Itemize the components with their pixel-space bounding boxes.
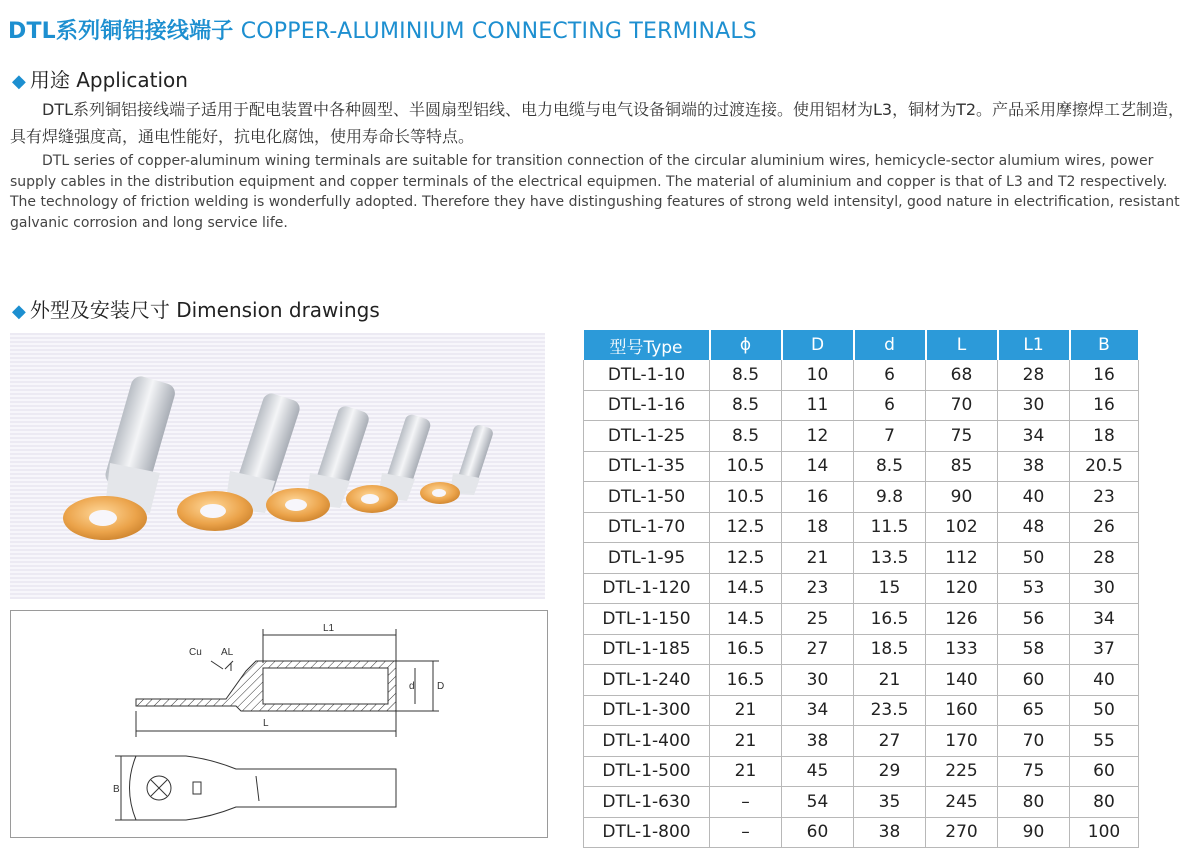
value-cell: 21: [710, 756, 782, 787]
value-cell: 30: [998, 390, 1070, 421]
value-cell: 11.5: [854, 512, 926, 543]
dimension-d: [396, 661, 439, 711]
value-cell: 27: [782, 634, 854, 665]
table-row: [584, 756, 1139, 787]
application-heading-zh: 用途: [29, 68, 70, 92]
value-cell: 18: [1070, 421, 1139, 452]
table-row: [584, 512, 1139, 543]
table-row: [584, 817, 1139, 848]
value-cell: 21: [710, 695, 782, 726]
value-cell: 28: [1070, 543, 1139, 574]
type-cell: DTL-1-70: [584, 512, 710, 543]
table-header-row: [584, 330, 1139, 360]
value-cell: 140: [926, 665, 998, 696]
value-cell: 20.5: [1070, 451, 1139, 482]
type-cell: DTL-1-25: [584, 421, 710, 452]
value-cell: 18.5: [854, 634, 926, 665]
table-row: [584, 665, 1139, 696]
label-d-big: D: [437, 681, 445, 692]
value-cell: 38: [782, 726, 854, 757]
value-cell: 38: [998, 451, 1070, 482]
value-cell: 30: [782, 665, 854, 696]
value-cell: 225: [926, 756, 998, 787]
type-cell: DTL-1-500: [584, 756, 710, 787]
value-cell: 12.5: [710, 512, 782, 543]
type-cell: DTL-1-10: [584, 360, 710, 390]
value-cell: 21: [782, 543, 854, 574]
table-row: [584, 787, 1139, 818]
application-heading: [12, 64, 188, 93]
title-en: COPPER-ALUMINIUM CONNECTING TERMINALS: [240, 19, 757, 44]
value-cell: 16: [1070, 390, 1139, 421]
table-row: [584, 726, 1139, 757]
dimension-drawing-svg: [11, 611, 547, 837]
value-cell: 16: [1070, 360, 1139, 390]
value-cell: 75: [926, 421, 998, 452]
type-cell: DTL-1-150: [584, 604, 710, 635]
value-cell: 16: [782, 482, 854, 513]
value-cell: 9.8: [854, 482, 926, 513]
value-cell: –: [710, 787, 782, 818]
table-row: [584, 451, 1139, 482]
column-header: L: [926, 330, 998, 360]
value-cell: 60: [1070, 756, 1139, 787]
value-cell: 8.5: [710, 390, 782, 421]
value-cell: 35: [854, 787, 926, 818]
value-cell: 7: [854, 421, 926, 452]
type-cell: DTL-1-35: [584, 451, 710, 482]
type-cell: DTL-1-630: [584, 787, 710, 818]
type-cell: DTL-1-400: [584, 726, 710, 757]
value-cell: 12.5: [710, 543, 782, 574]
diamond-bullet-icon: ◆: [12, 71, 26, 92]
value-cell: 40: [998, 482, 1070, 513]
dimension-drawing: [10, 610, 548, 838]
label-l: L: [263, 718, 269, 729]
table-row: [584, 390, 1139, 421]
value-cell: 27: [854, 726, 926, 757]
value-cell: 10.5: [710, 451, 782, 482]
value-cell: 16.5: [854, 604, 926, 635]
value-cell: 30: [1070, 573, 1139, 604]
value-cell: 10.5: [710, 482, 782, 513]
page-title: [8, 14, 757, 45]
type-cell: DTL-1-95: [584, 543, 710, 574]
value-cell: 25: [782, 604, 854, 635]
application-text-zh: DTL系列铜铝接线端子适用于配电装置中各种圆型、半圆扇型铝线、电力电缆与电气设备铜端的过渡连接。使用铝材为L3，铜材为T2。产品采用摩擦焊工艺制造，具有焊缝强度高，通电性能好，抗电化腐蚀，使用寿命长等特点。: [10, 100, 1185, 146]
type-cell: DTL-1-240: [584, 665, 710, 696]
label-d-small: d: [409, 681, 415, 692]
value-cell: 68: [926, 360, 998, 390]
terminal-5: [420, 423, 494, 504]
table-row: [584, 573, 1139, 604]
value-cell: 6: [854, 390, 926, 421]
value-cell: 80: [1070, 787, 1139, 818]
value-cell: 15: [854, 573, 926, 604]
value-cell: 56: [998, 604, 1070, 635]
value-cell: 8.5: [710, 421, 782, 452]
value-cell: 28: [998, 360, 1070, 390]
value-cell: 34: [782, 695, 854, 726]
value-cell: 54: [782, 787, 854, 818]
label-l1: L1: [323, 623, 335, 634]
value-cell: 34: [1070, 604, 1139, 635]
table-body: [584, 360, 1139, 848]
label-b: B: [113, 784, 120, 795]
value-cell: 58: [998, 634, 1070, 665]
value-cell: 10: [782, 360, 854, 390]
value-cell: 70: [998, 726, 1070, 757]
value-cell: 23.5: [854, 695, 926, 726]
column-header: B: [1070, 330, 1139, 360]
column-header: 型号Type: [584, 330, 710, 360]
application-text-en: DTL series of copper-aluminum wining terminals are suitable for transition connection of the circular aluminium wires, hemicycle-sector alumium wires, power supply cables in the distribution equipment and copper terminals of the electrical equipmen. The material of aluminium and copper is that of L3 and T2 respectively. The technology of friction welding is wonderfully adopted. Therefore they have distingushing features of strong weld intensityl, good nature in electrification, resistant galvanic corrosion and long service life.: [10, 153, 1180, 231]
value-cell: 37: [1070, 634, 1139, 665]
value-cell: 85: [926, 451, 998, 482]
side-view: [136, 661, 396, 711]
column-header: ϕ: [710, 330, 782, 360]
value-cell: 100: [1070, 817, 1139, 848]
table-row: [584, 634, 1139, 665]
value-cell: 120: [926, 573, 998, 604]
product-photo: [10, 333, 545, 599]
value-cell: 14.5: [710, 604, 782, 635]
dimensions-heading-zh: 外型及安装尺寸: [29, 298, 170, 322]
label-al: AL: [221, 647, 234, 658]
value-cell: 16.5: [710, 634, 782, 665]
type-cell: DTL-1-800: [584, 817, 710, 848]
value-cell: 8.5: [854, 451, 926, 482]
dimensions-heading: [12, 294, 380, 323]
type-cell: DTL-1-185: [584, 634, 710, 665]
terminals-illustration: [10, 333, 545, 599]
value-cell: 102: [926, 512, 998, 543]
value-cell: 90: [926, 482, 998, 513]
value-cell: 270: [926, 817, 998, 848]
column-header: D: [782, 330, 854, 360]
value-cell: 11: [782, 390, 854, 421]
table-row: [584, 421, 1139, 452]
table-row: [584, 695, 1139, 726]
column-header: L1: [998, 330, 1070, 360]
value-cell: 126: [926, 604, 998, 635]
table-row: [584, 360, 1139, 390]
type-cell: DTL-1-120: [584, 573, 710, 604]
value-cell: 16.5: [710, 665, 782, 696]
value-cell: 23: [782, 573, 854, 604]
value-cell: 40: [1070, 665, 1139, 696]
value-cell: 80: [998, 787, 1070, 818]
value-cell: 112: [926, 543, 998, 574]
top-view: [115, 756, 396, 820]
terminal-1: [63, 374, 177, 540]
value-cell: 38: [854, 817, 926, 848]
value-cell: 65: [998, 695, 1070, 726]
value-cell: 14.5: [710, 573, 782, 604]
type-cell: DTL-1-300: [584, 695, 710, 726]
value-cell: 75: [998, 756, 1070, 787]
value-cell: 8.5: [710, 360, 782, 390]
value-cell: 60: [782, 817, 854, 848]
value-cell: 53: [998, 573, 1070, 604]
table-row: [584, 482, 1139, 513]
type-cell: DTL-1-16: [584, 390, 710, 421]
value-cell: 55: [1070, 726, 1139, 757]
value-cell: 48: [998, 512, 1070, 543]
value-cell: 170: [926, 726, 998, 757]
value-cell: 6: [854, 360, 926, 390]
value-cell: 21: [710, 726, 782, 757]
application-heading-en: Application: [76, 68, 188, 92]
value-cell: 21: [854, 665, 926, 696]
value-cell: 60: [998, 665, 1070, 696]
value-cell: 12: [782, 421, 854, 452]
title-zh: DTL系列铜铝接线端子: [8, 19, 234, 44]
value-cell: 90: [998, 817, 1070, 848]
value-cell: 34: [998, 421, 1070, 452]
spec-table: [583, 330, 1140, 848]
value-cell: –: [710, 817, 782, 848]
value-cell: 23: [1070, 482, 1139, 513]
column-header: d: [854, 330, 926, 360]
value-cell: 29: [854, 756, 926, 787]
diamond-bullet-icon: ◆: [12, 301, 26, 322]
value-cell: 50: [1070, 695, 1139, 726]
value-cell: 18: [782, 512, 854, 543]
value-cell: 160: [926, 695, 998, 726]
label-cu: Cu: [189, 647, 202, 658]
table-row: [584, 604, 1139, 635]
value-cell: 26: [1070, 512, 1139, 543]
value-cell: 245: [926, 787, 998, 818]
dimension-l1: [263, 629, 396, 663]
table-row: [584, 543, 1139, 574]
value-cell: 50: [998, 543, 1070, 574]
value-cell: 45: [782, 756, 854, 787]
dimensions-heading-en: Dimension drawings: [176, 298, 380, 322]
type-cell: DTL-1-50: [584, 482, 710, 513]
value-cell: 13.5: [854, 543, 926, 574]
value-cell: 70: [926, 390, 998, 421]
value-cell: 133: [926, 634, 998, 665]
value-cell: 14: [782, 451, 854, 482]
